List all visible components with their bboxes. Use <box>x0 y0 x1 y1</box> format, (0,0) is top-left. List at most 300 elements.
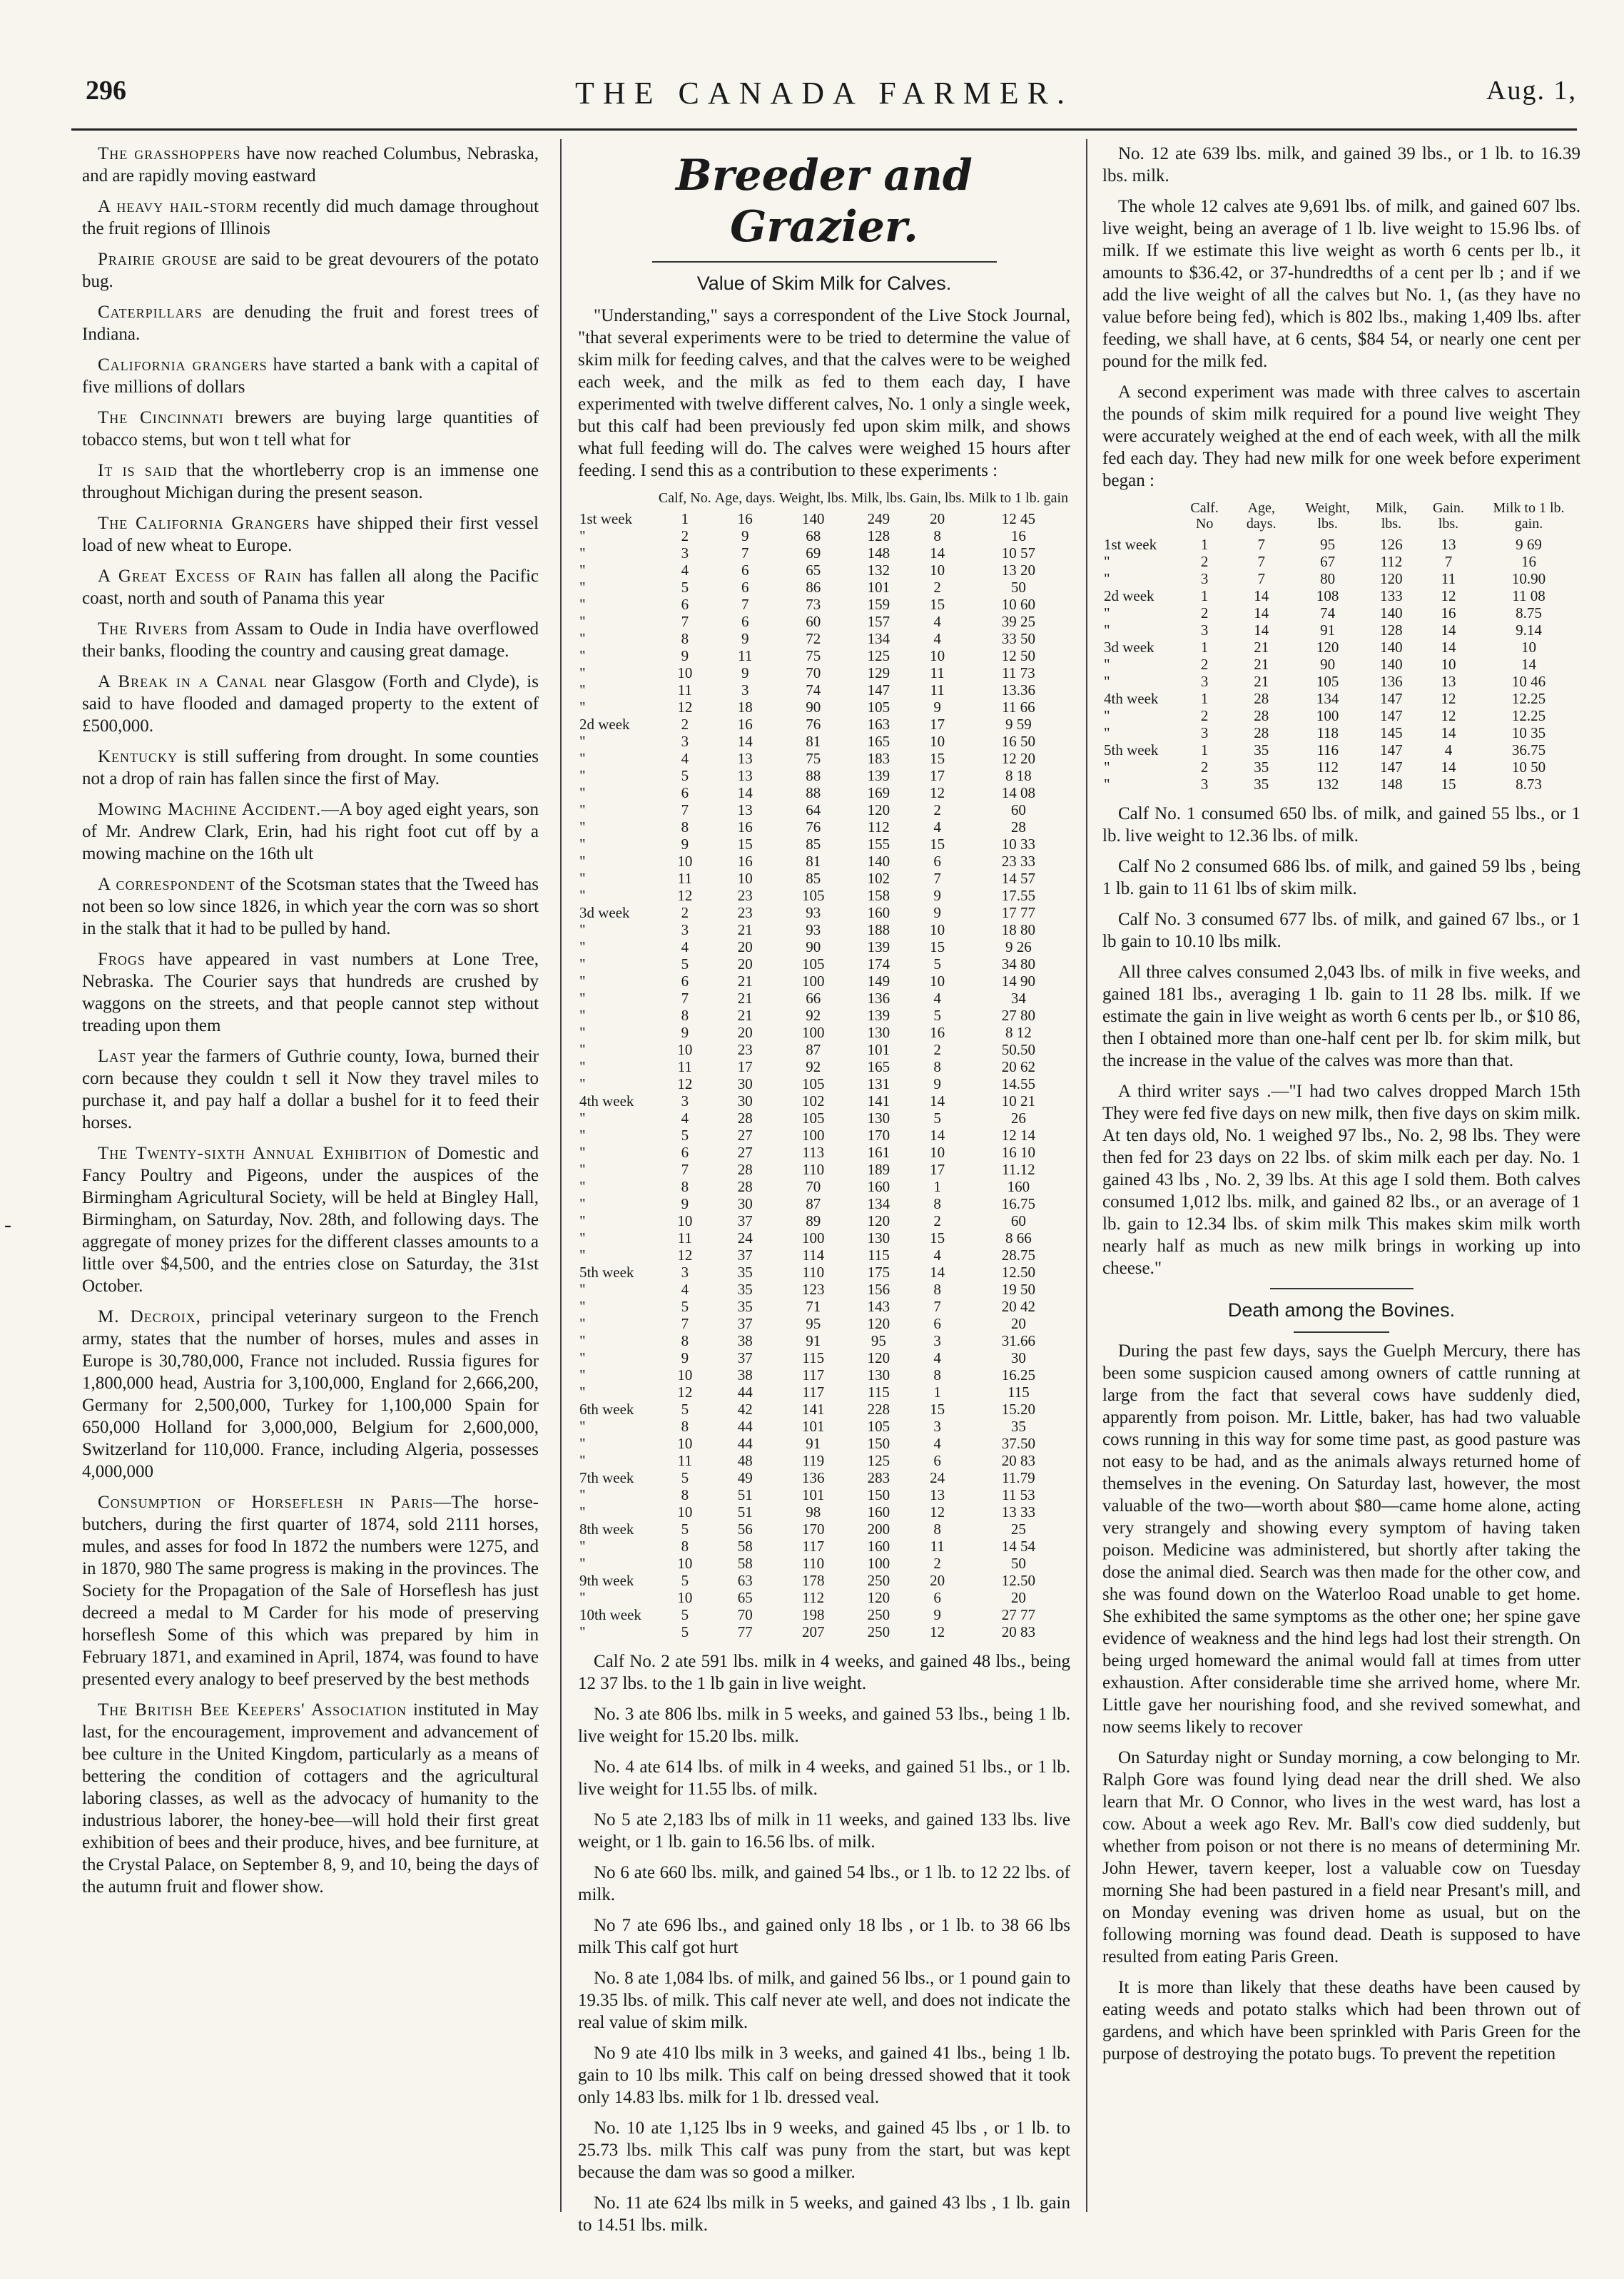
table-cell: 6 <box>933 1589 941 1606</box>
table-cell: 120 <box>867 1212 890 1229</box>
table-cell: 112 <box>1316 758 1339 776</box>
table-cell: 10 46 <box>1511 673 1546 690</box>
table-cell: 27 <box>737 1127 753 1144</box>
table-cell: 149 <box>867 973 890 990</box>
table-row <box>578 562 1070 579</box>
table-cell: " <box>579 1024 586 1041</box>
table-cell: 4 <box>1444 741 1453 758</box>
table-cell: 2 <box>1200 553 1209 570</box>
paragraph: No. 12 ate 639 lbs. milk, and gained 39 lbs., or 1 lb. to 16.39 lbs. milk. <box>1102 144 1580 186</box>
paragraph: Calf No. 2 ate 591 lbs. milk in 4 weeks, and gained 48 lbs., being 12 37 lbs. to the 1 lb gain in live weight. <box>578 1652 1070 1693</box>
table-cell: 16.25 <box>1001 1366 1035 1384</box>
news-item <box>82 948 539 1037</box>
table-row <box>1102 758 1580 776</box>
paragraph: It is more than likely that these deaths have been caused by eating weeds and potato stalks which had been thrown out of gardens, and which have been sprinkled with Paris Green for the purpose of destroying the potato bugs. To prevent the repetition <box>1102 1978 1580 2064</box>
table-cell: 130 <box>867 1229 890 1247</box>
table-cell: 123 <box>802 1281 825 1298</box>
table-cell: 14 <box>1441 724 1456 741</box>
table-cell: 2 <box>933 1041 941 1058</box>
table-cell: 24 <box>737 1229 753 1247</box>
table-cell: " <box>579 1349 586 1366</box>
news-item <box>82 618 539 662</box>
table-row <box>578 664 1070 681</box>
table-cell: 147 <box>1380 758 1403 776</box>
table-cell: 183 <box>867 750 890 767</box>
table-cell: " <box>579 1555 586 1572</box>
table-cell: 3 <box>933 1332 941 1349</box>
calf-results-list <box>578 1650 1070 2236</box>
section-rule <box>652 261 997 263</box>
table-cell: 91 <box>1320 621 1336 639</box>
table-cell: 7 <box>741 596 749 613</box>
table-cell: 10 <box>1441 656 1456 673</box>
table-cell: 33 50 <box>1001 630 1035 647</box>
table-cell: 130 <box>867 1366 890 1384</box>
table-cell: 65 <box>806 562 821 579</box>
table-cell: 70 <box>806 1178 821 1195</box>
table-cell: " <box>1104 758 1110 776</box>
table-cell: 139 <box>867 938 890 955</box>
table-cell: 28 <box>1254 707 1269 724</box>
table-cell: 30 <box>1010 1349 1026 1366</box>
table-cell: 20 42 <box>1001 1298 1035 1315</box>
table-cell: 10 <box>677 1435 693 1452</box>
table-cell: 44 <box>737 1418 753 1435</box>
table-cell: 6 <box>681 973 689 990</box>
table-cell: 8 12 <box>1005 1024 1032 1041</box>
table-cell: 132 <box>1316 776 1339 793</box>
table-cell: 8 <box>933 1521 941 1538</box>
table-cell: 16 <box>1010 527 1026 544</box>
table-cell: 12 45 <box>1001 510 1035 527</box>
table-row <box>578 1195 1070 1212</box>
table-cell: 207 <box>802 1623 825 1640</box>
table-cell: " <box>579 1127 586 1144</box>
table-row <box>578 1161 1070 1178</box>
table-cell: 20 <box>1010 1315 1026 1332</box>
table-row <box>578 1007 1070 1024</box>
table-cell: 17.55 <box>1001 887 1035 904</box>
table-cell: 4 <box>681 750 689 767</box>
table-cell: " <box>1104 656 1110 673</box>
table-cell: " <box>1104 553 1110 570</box>
table-cell: 10 <box>677 1041 693 1058</box>
table-cell: 12.50 <box>1001 1572 1035 1589</box>
table-cell: 9 <box>741 630 749 647</box>
table-cell: 70 <box>806 664 821 681</box>
article-title: Value of Skim Milk for Calves. <box>696 273 952 294</box>
table-cell: " <box>579 870 586 887</box>
table-cell: 14 57 <box>1001 870 1035 887</box>
table-row <box>578 1229 1070 1247</box>
table-cell: 4 <box>681 938 689 955</box>
table-row <box>578 630 1070 647</box>
table-cell: 170 <box>867 1127 890 1144</box>
table-cell: 105 <box>802 955 825 973</box>
table-cell: 10 <box>930 733 945 750</box>
table-cell: 7 <box>933 1298 941 1315</box>
table-cell: 12 <box>1441 690 1456 707</box>
column-header: Age, days. <box>1246 500 1277 532</box>
table-cell: 9 <box>681 836 689 853</box>
table-cell: 4 <box>933 1435 941 1452</box>
table-cell: 4 <box>933 1247 941 1264</box>
table-cell: 105 <box>802 887 825 904</box>
table-row <box>578 1503 1070 1521</box>
table-cell: 9 59 <box>1005 716 1032 733</box>
table-cell: 8 <box>681 818 689 836</box>
table-cell: 112 <box>802 1589 825 1606</box>
news-item-text: have shipped their first vessel load of new wheat to Europe. <box>82 514 539 555</box>
table-cell: 101 <box>802 1418 825 1435</box>
table-cell: 9 <box>681 1195 689 1212</box>
table-cell: 24 <box>930 1469 945 1486</box>
table-cell: 150 <box>867 1435 890 1452</box>
table-cell: " <box>579 527 586 544</box>
table-cell: 1 <box>1200 536 1209 553</box>
table-cell: 14 <box>737 784 753 801</box>
table-cell: " <box>579 544 586 562</box>
table-row <box>578 1041 1070 1058</box>
table-cell: 12 <box>677 1384 693 1401</box>
table-cell: 21 <box>737 990 753 1007</box>
table-cell: 69 <box>806 544 821 562</box>
table-cell: 75 <box>806 750 821 767</box>
news-item <box>82 407 539 451</box>
table-cell: " <box>579 1298 586 1315</box>
table-row <box>578 801 1070 818</box>
table-cell: 8 <box>933 1058 941 1075</box>
news-item <box>82 1699 539 1898</box>
table-cell: 5 <box>681 767 689 784</box>
news-item <box>82 196 539 240</box>
table-cell: 1 <box>1200 587 1209 604</box>
table-row <box>1102 673 1580 690</box>
table-cell: 92 <box>806 1007 821 1024</box>
table-cell: 1 <box>1200 690 1209 707</box>
news-item <box>82 1142 539 1297</box>
table-cell: " <box>579 938 586 955</box>
news-item-text: of the Scotsman states that the Tweed has not been so low since 1826, in which year the corn was so short in the stalk that it had to be pulled by hand. <box>82 875 539 938</box>
table-cell: 15 <box>737 836 753 853</box>
table-cell: 95 <box>871 1332 886 1349</box>
table-cell: " <box>579 1418 586 1435</box>
news-item-text: are denuding the fruit and forest trees of Indiana. <box>82 303 539 344</box>
table-cell: 105 <box>802 1110 825 1127</box>
table-cell: 105 <box>1316 673 1339 690</box>
table-cell: 50.50 <box>1001 1041 1035 1058</box>
paragraph: Calf No. 3 consumed 677 lbs. of milk, and gained 67 lbs., or 1 lb gain to 10.10 lbs milk. <box>1102 910 1580 951</box>
table-cell: 165 <box>867 1058 890 1075</box>
table-row <box>578 784 1070 801</box>
table-cell: 12 20 <box>1001 750 1035 767</box>
table-cell: 6 <box>933 853 941 870</box>
table-cell: 101 <box>867 579 890 596</box>
table-cell: 28.75 <box>1001 1247 1035 1264</box>
table-cell: 7 <box>681 801 689 818</box>
table-cell: 48 <box>737 1452 753 1469</box>
table-cell: 95 <box>806 1315 821 1332</box>
table-cell: 16 <box>737 853 753 870</box>
news-item-text: of Domestic and Fancy Poultry and Pigeons, under the auspices of the Birmingham Agricultural Society, will be held at Bingley Hall, Birmingham, on Saturday, Nov. 28th, and following days. The aggregate of money prizes for the different classes amounts to a little over $4,500, and the entries close on Saturday, the 31st October. <box>82 1144 539 1296</box>
table-cell: 37 <box>737 1349 753 1366</box>
table-cell: 64 <box>806 801 821 818</box>
table-cell: 120 <box>1380 570 1403 587</box>
table-cell: 157 <box>867 613 890 630</box>
table-cell: 7 <box>681 613 689 630</box>
table-cell: 1st week <box>579 510 633 527</box>
table-cell: 16 <box>737 510 753 527</box>
table-cell: 72 <box>806 630 821 647</box>
table-cell: 10 <box>930 921 945 938</box>
table-cell: 2 <box>681 527 689 544</box>
table-cell: 16 <box>930 1024 945 1041</box>
table-cell: 2 <box>933 579 941 596</box>
table-cell: 17 <box>737 1058 753 1075</box>
table-row <box>578 1178 1070 1195</box>
table-cell: 10 <box>677 1555 693 1572</box>
table-cell: " <box>579 630 586 647</box>
table-cell: " <box>579 733 586 750</box>
article-rule <box>1294 1331 1389 1333</box>
table-cell: 7 <box>1444 553 1453 570</box>
table-cell: 15 <box>930 596 945 613</box>
table-cell: 3 <box>681 544 689 562</box>
news-item-lead: Consumption of Horseflesh in Paris <box>98 1493 434 1512</box>
table-cell: 5 <box>681 579 689 596</box>
table-cell: 44 <box>737 1435 753 1452</box>
table-cell: 12.25 <box>1511 690 1546 707</box>
table-cell: " <box>579 1110 586 1127</box>
table-row <box>578 647 1070 664</box>
table-cell: 37 <box>737 1212 753 1229</box>
table-cell: 114 <box>802 1247 825 1264</box>
table-cell: 37.50 <box>1001 1435 1035 1452</box>
table-cell: 87 <box>806 1041 821 1058</box>
news-item-lead: Frogs <box>98 950 146 969</box>
table-cell: 6 <box>681 784 689 801</box>
news-item <box>82 873 539 940</box>
table-cell: 16 <box>1441 604 1456 621</box>
table-cell: 13 33 <box>1001 1503 1035 1521</box>
table-cell: " <box>579 750 586 767</box>
table-row <box>578 1092 1070 1110</box>
table-cell: " <box>579 1161 586 1178</box>
table-row <box>578 990 1070 1007</box>
table-cell: 112 <box>1380 553 1403 570</box>
table-cell: " <box>579 1007 586 1024</box>
table-cell: 155 <box>867 836 890 853</box>
table-cell: 125 <box>867 647 890 664</box>
table-row <box>578 1315 1070 1332</box>
table-row <box>578 1538 1070 1555</box>
table-cell: 9th week <box>579 1572 634 1589</box>
table-cell: 3d week <box>1104 639 1154 656</box>
table-row <box>1102 604 1580 621</box>
table-cell: 148 <box>867 544 890 562</box>
table-cell: 174 <box>867 955 890 973</box>
table-cell: " <box>1104 604 1110 621</box>
table-cell: 160 <box>1007 1178 1030 1195</box>
table-cell: 100 <box>802 1229 825 1247</box>
news-item-lead: A Great Excess of Rain <box>98 567 302 586</box>
table-cell: 2 <box>933 1212 941 1229</box>
table-cell: 9 <box>741 664 749 681</box>
table-cell: 20 <box>930 510 945 527</box>
table-cell: 3 <box>681 733 689 750</box>
table-row <box>578 818 1070 836</box>
news-item-text: near Glasgow (Forth and Clyde), is said to have flooded and damaged property to the extent of £500,000. <box>82 672 539 736</box>
table-cell: 17 <box>930 716 945 733</box>
table-cell: 7 <box>681 1161 689 1178</box>
table-cell: 148 <box>1380 776 1403 793</box>
table-cell: 10 <box>1521 639 1536 656</box>
table-cell: 13 <box>737 750 753 767</box>
table-cell: 5 <box>681 1623 689 1640</box>
news-item-lead: Kentucky <box>98 747 178 766</box>
table-cell: 100 <box>867 1555 890 1572</box>
table-cell: 13 <box>737 767 753 784</box>
table-cell: 67 <box>1320 553 1336 570</box>
table-cell: 6 <box>741 562 749 579</box>
table-cell: 12.25 <box>1511 707 1546 724</box>
table-row <box>1102 587 1580 604</box>
table-cell: 120 <box>1316 639 1339 656</box>
table-cell: " <box>1104 724 1110 741</box>
table-cell: 8 <box>933 527 941 544</box>
table-cell: 139 <box>867 767 890 784</box>
news-item <box>82 798 539 865</box>
table-cell: 58 <box>737 1555 753 1572</box>
table-row <box>578 1366 1070 1384</box>
table-cell: 112 <box>867 818 890 836</box>
table-cell: 165 <box>867 733 890 750</box>
table-cell: 13.36 <box>1001 681 1035 699</box>
table-cell: 11 <box>677 870 692 887</box>
table-cell: 11 66 <box>1002 699 1035 716</box>
table-cell: 15 <box>930 750 945 767</box>
table-cell: 131 <box>867 1075 890 1092</box>
table-cell: 10 <box>930 562 945 579</box>
table-cell: 5th week <box>1104 741 1159 758</box>
margin-mark: - <box>4 1213 11 1237</box>
table-cell: 36.75 <box>1511 741 1546 758</box>
news-item-lead: Last <box>98 1047 136 1066</box>
table-cell: 115 <box>867 1384 890 1401</box>
news-item <box>82 460 539 504</box>
table-cell: 119 <box>802 1452 825 1469</box>
table-cell: 140 <box>867 853 890 870</box>
news-item-text: from Assam to Oude in India have overflowed their banks, flooding the country and causing great damage. <box>82 619 539 661</box>
paragraph: No. 10 ate 1,125 lbs in 9 weeks, and gained 45 lbs , or 1 lb. to 25.73 lbs. milk This calf was puny from the start, but was kept because the dam was so good a milker. <box>578 2118 1070 2182</box>
table-cell: 65 <box>737 1589 753 1606</box>
table-cell: 12 <box>1441 587 1456 604</box>
news-item <box>82 746 539 790</box>
table-cell: " <box>579 1538 586 1555</box>
table-cell: 161 <box>867 1144 890 1161</box>
table-cell: 76 <box>806 818 821 836</box>
table-cell: 13 <box>930 1486 945 1503</box>
table-cell: 3 <box>741 681 749 699</box>
table-cell: " <box>579 681 586 699</box>
table-cell: 16 <box>1521 553 1536 570</box>
table-cell: 60 <box>806 613 821 630</box>
table-cell: 58 <box>737 1538 753 1555</box>
table-cell: 9 <box>741 527 749 544</box>
table-cell: 28 <box>737 1178 753 1195</box>
table-cell: 160 <box>867 1503 890 1521</box>
table-cell: 74 <box>1320 604 1336 621</box>
table-cell: 21 <box>737 921 753 938</box>
table-row <box>1102 639 1580 656</box>
table-cell: 91 <box>806 1332 821 1349</box>
table-cell: 10 <box>677 664 693 681</box>
table-row <box>578 1521 1070 1538</box>
table-cell: 2 <box>1200 604 1209 621</box>
table-cell: 15 <box>1441 776 1456 793</box>
table-cell: 20 <box>737 1024 753 1041</box>
table-cell: 250 <box>867 1606 890 1623</box>
table-cell: 136 <box>867 990 890 1007</box>
bovines-article-body <box>1102 1340 1580 2065</box>
table-cell: 2 <box>1200 656 1209 673</box>
paragraph: No. 11 ate 624 lbs milk in 5 weeks, and gained 43 lbs , 1 lb. gain to 14.51 lbs. milk. <box>578 2193 1070 2235</box>
table-cell: 128 <box>867 527 890 544</box>
news-item-lead: The Rivers <box>98 619 188 639</box>
news-item-lead: M. Decroix, <box>98 1307 201 1326</box>
table-cell: 6 <box>933 1452 941 1469</box>
table-cell: " <box>1104 673 1110 690</box>
table-cell: 4 <box>933 990 941 1007</box>
table-cell: 34 80 <box>1001 955 1035 973</box>
table-cell: 16 50 <box>1001 733 1035 750</box>
table-cell: 175 <box>867 1264 890 1281</box>
table-cell: 139 <box>867 1007 890 1024</box>
table-cell: 8 <box>681 1486 689 1503</box>
table-cell: " <box>579 1075 586 1092</box>
table-cell: 3 <box>1200 724 1209 741</box>
table-cell: " <box>1104 621 1110 639</box>
table-cell: 189 <box>867 1161 890 1178</box>
table-cell: " <box>579 1058 586 1075</box>
table-cell: 60 <box>1010 801 1026 818</box>
table-row <box>578 1401 1070 1418</box>
table-cell: 2 <box>933 1555 941 1572</box>
table-cell: 1 <box>933 1178 941 1195</box>
table-cell: 169 <box>867 784 890 801</box>
table-cell: 7 <box>1257 536 1265 553</box>
table-cell: 30 <box>737 1075 753 1092</box>
table-cell: 98 <box>806 1503 821 1521</box>
table-cell: 12 <box>677 1075 693 1092</box>
table-cell: 30 <box>737 1195 753 1212</box>
table-cell: " <box>579 1623 586 1640</box>
news-item-lead: The grasshoppers <box>98 144 241 163</box>
table-cell: 20 <box>737 955 753 973</box>
table-cell: 87 <box>806 1195 821 1212</box>
table-cell: 21 <box>1254 673 1269 690</box>
table-cell: 134 <box>867 630 890 647</box>
issue-date: Aug. 1, <box>1486 76 1577 106</box>
table-cell: 250 <box>867 1572 890 1589</box>
table-cell: 35 <box>1254 741 1269 758</box>
table-cell: 115 <box>802 1349 825 1366</box>
table-cell: " <box>579 1503 586 1521</box>
table-cell: 5 <box>681 1127 689 1144</box>
article-rule <box>1270 1288 1414 1289</box>
table-row <box>1102 553 1580 570</box>
table-cell: " <box>579 579 586 596</box>
